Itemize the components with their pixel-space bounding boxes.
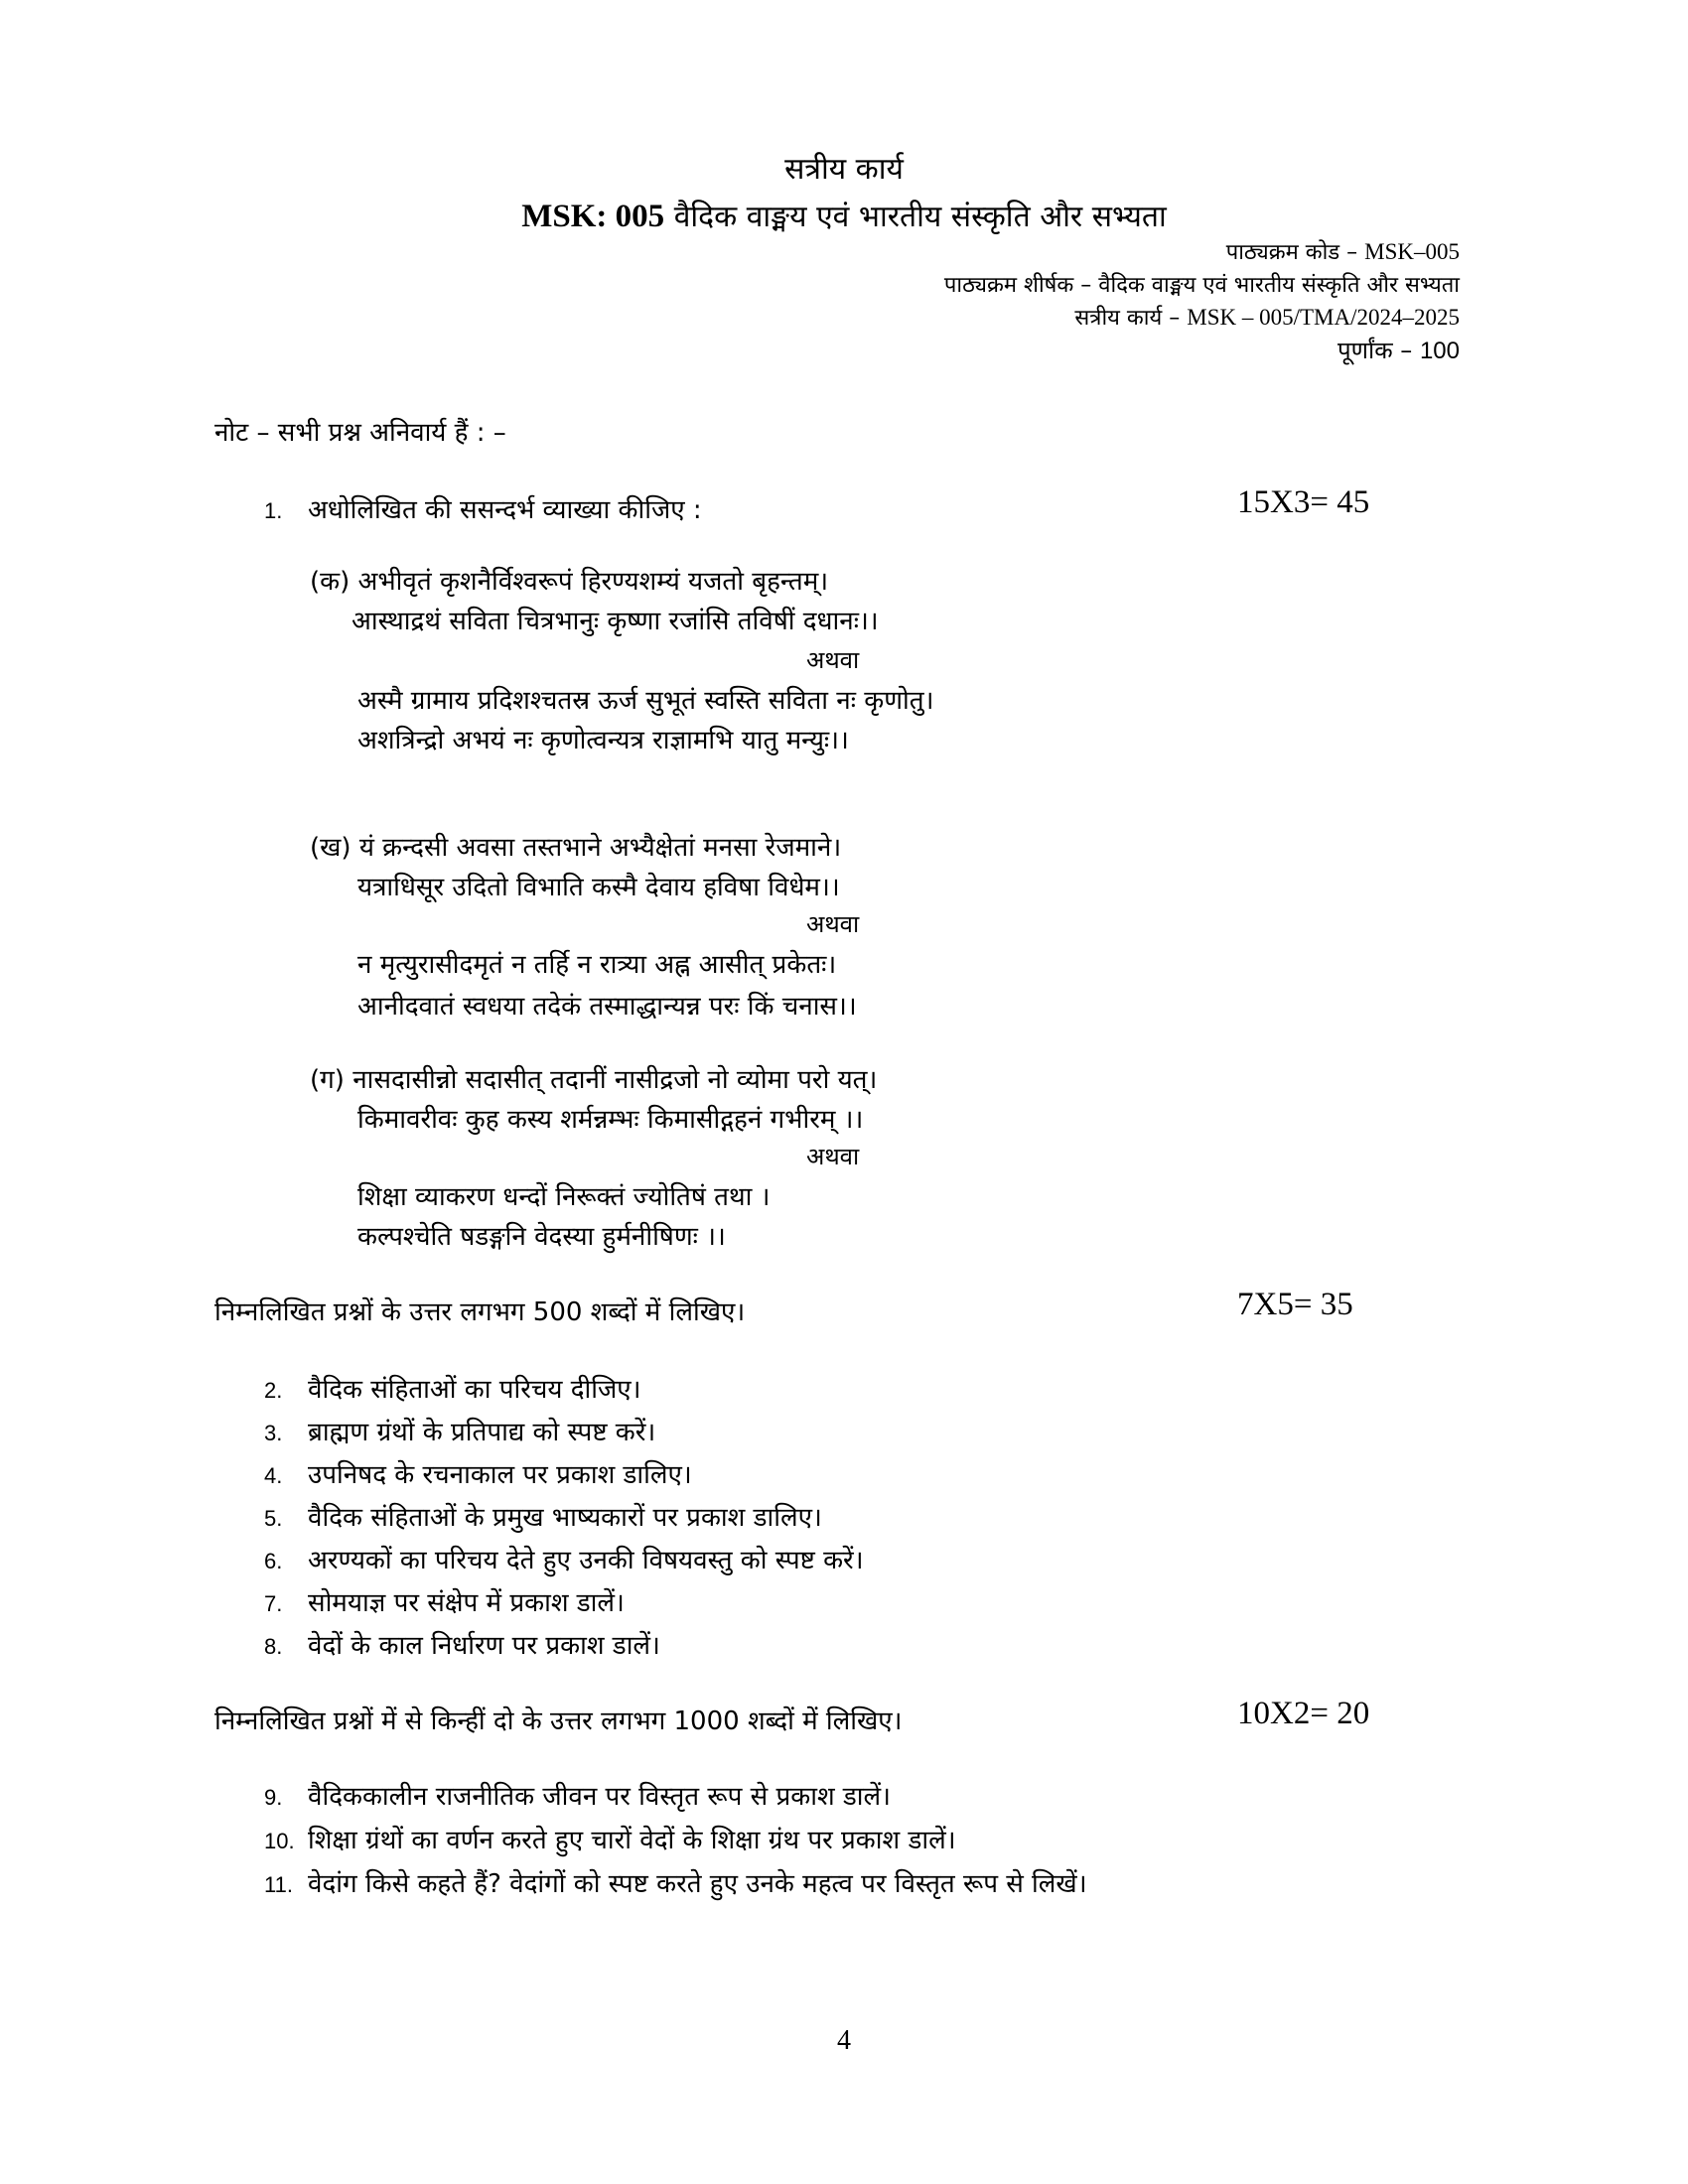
- page-number: 4: [837, 2025, 851, 2056]
- question-3: [264, 1413, 655, 1448]
- meta-label: पूर्णांक –: [1337, 337, 1413, 364]
- meta-value: 100: [1419, 338, 1460, 364]
- course-code-bold: MSK: 005: [521, 199, 665, 234]
- verse-line: अभीवृतं कृशनैर्विश्वरूपं हिरण्यशम्यं यजतो बृहन्तम्।: [357, 567, 829, 597]
- question-9: [264, 1777, 891, 1813]
- question-number: 4.: [264, 1463, 283, 1488]
- part-label: (क): [310, 567, 351, 597]
- question-number: 10.: [264, 1829, 295, 1853]
- question-text: वैदिक संहिताओं का परिचय दीजिए।: [308, 1375, 641, 1405]
- section3-instruction: निम्नलिखित प्रश्नों में से किन्हीं दो के उत्तर लगभग 1000 शब्दों में लिखिए।: [214, 1706, 903, 1736]
- part-ka-or: अथवा: [806, 646, 860, 674]
- part-kha-or: अथवा: [806, 910, 860, 938]
- part-ka-line4: अशत्रिन्द्रो अभयं नः कृणोत्वन्यत्र राज्ञामभि यातु मन्युः।।: [357, 726, 849, 755]
- meta-course-title: [944, 269, 1460, 299]
- section3-marks: 10X2= 20: [1237, 1696, 1370, 1731]
- question-text: वैदिककालीन राजनीतिक जीवन पर विस्तृत रूप से प्रकाश डालें।: [308, 1782, 892, 1812]
- question-5: [264, 1498, 822, 1534]
- question-text: अधोलिखित की ससन्दर्भ व्याख्या कीजिए :: [308, 495, 702, 525]
- question-1: [264, 490, 702, 526]
- meta-label: सत्रीय कार्य –: [1074, 306, 1181, 331]
- meta-label: पाठ्यक्रम शीर्षक –: [943, 273, 1092, 298]
- question-text: सोमयाज्ञ पर संक्षेप में प्रकाश डालें।: [308, 1588, 625, 1618]
- meta-course-code: [1226, 236, 1460, 266]
- question-4: [264, 1455, 692, 1491]
- question-8: [264, 1626, 660, 1662]
- question-text: शिक्षा ग्रंथों का वर्णन करते हुए चारों वेदों के शिक्षा ग्रंथ पर प्रकाश डालें।: [308, 1826, 956, 1855]
- part-label: (ग): [310, 1065, 345, 1095]
- question-text: ब्राह्मण ग्रंथों के प्रतिपाद्य को स्पष्ट करें।: [308, 1418, 656, 1447]
- question-text: वेदों के काल निर्धारण पर प्रकाश डालें।: [308, 1631, 660, 1661]
- question-number: 2.: [264, 1378, 283, 1403]
- question-number: 3.: [264, 1421, 283, 1445]
- part-kha-line4: आनीदवातं स्वधया तदेकं तस्माद्धान्यन्न परः किं चनास।।: [357, 992, 857, 1022]
- part-ga-line2: किमावरीवः कुह कस्य शर्मन्नम्भः किमासीद्गहनं गभीरम् ।।: [357, 1105, 864, 1135]
- meta-value: वैदिक वाङ्मय एवं भारतीय संस्कृति और सभ्यता: [1098, 273, 1460, 298]
- question-number: 8.: [264, 1634, 283, 1659]
- section1-marks: 15X3= 45: [1237, 484, 1370, 520]
- section2-marks: 7X5= 35: [1237, 1287, 1353, 1322]
- part-ka-line1: [310, 562, 828, 598]
- verse-line: यं क्रन्दसी अवसा तस्तभाने अभ्यैक्षेतां मनसा रेजमाने।: [358, 833, 842, 863]
- part-ka-line3: अस्मै ग्रामाय प्रदिशश्चतस्र ऊर्ज सुभूतं स्वस्ति सविता नः कृणोतु।: [357, 686, 934, 716]
- part-label: (ख): [310, 833, 352, 863]
- question-6: [264, 1541, 864, 1576]
- question-10: [264, 1821, 956, 1856]
- question-number: 9.: [264, 1785, 283, 1810]
- question-number: 7.: [264, 1591, 283, 1616]
- part-kha-line1: [310, 828, 841, 864]
- question-text: अरण्यकों का परिचय देते हुए उनकी विषयवस्तु को स्पष्ट करें।: [308, 1546, 864, 1575]
- question-11: [264, 1864, 1087, 1900]
- meta-tma: [1074, 302, 1460, 332]
- question-7: [264, 1583, 625, 1619]
- course-heading: [0, 195, 1688, 235]
- part-ka-line2: आस्थाद्रथं सविता चित्रभानुः कृष्णा रजांसि तविषीं दधानः।।: [352, 607, 879, 636]
- part-ga-line1: [310, 1060, 877, 1096]
- part-ga-or: अथवा: [806, 1143, 860, 1170]
- meta-value: MSK–005: [1364, 239, 1460, 264]
- part-ga-line4: कल्पश्चेति षडङ्गनि वेदस्या हुर्मनीषिणः ।।: [357, 1222, 726, 1252]
- course-name: वैदिक वाङ्मय एवं भारतीय संस्कृति और सभ्यता: [673, 200, 1167, 234]
- question-text: उपनिषद के रचनाकाल पर प्रकाश डालिए।: [308, 1460, 692, 1490]
- question-number: 1.: [264, 498, 283, 523]
- assignment-title: सत्रीय कार्य: [784, 152, 904, 187]
- question-2: [264, 1370, 641, 1406]
- question-number: 5.: [264, 1506, 283, 1531]
- section2-instruction: निम्नलिखित प्रश्नों के उत्तर लगभग 500 शब्दों में लिखिए।: [214, 1297, 746, 1327]
- note-text: नोट – सभी प्रश्न अनिवार्य हैं : –: [214, 418, 506, 448]
- question-number: 6.: [264, 1549, 283, 1573]
- verse-line: नासदासीन्नो सदासीत् तदानीं नासीद्रजो नो व्योमा परो यत्।: [352, 1065, 878, 1095]
- question-text: वैदिक संहिताओं के प्रमुख भाष्यकारों पर प्रकाश डालिए।: [308, 1503, 822, 1533]
- question-text: वेदांग किसे कहते हैं? वेदांगों को स्पष्ट करते हुए उनके महत्व पर विस्तृत रूप से लिखें।: [308, 1869, 1087, 1899]
- part-kha-line3: न मृत्युरासीदमृतं न तर्हि न रात्र्या अह्न आसीत् प्रकेतः।: [357, 950, 837, 980]
- meta-max-marks: [1337, 334, 1460, 366]
- meta-value: MSK – 005/TMA/2024–2025: [1187, 305, 1460, 330]
- part-kha-line2: यत्राधिसूर उदितो विभाति कस्मै देवाय हविषा विधेम।।: [357, 873, 840, 902]
- question-number: 11.: [264, 1872, 293, 1897]
- meta-label: पाठ्यक्रम कोड –: [1225, 240, 1358, 265]
- part-ga-line3: शिक्षा व्याकरण धन्दों निरूक्तं ज्योतिषं तथा ।: [357, 1182, 771, 1212]
